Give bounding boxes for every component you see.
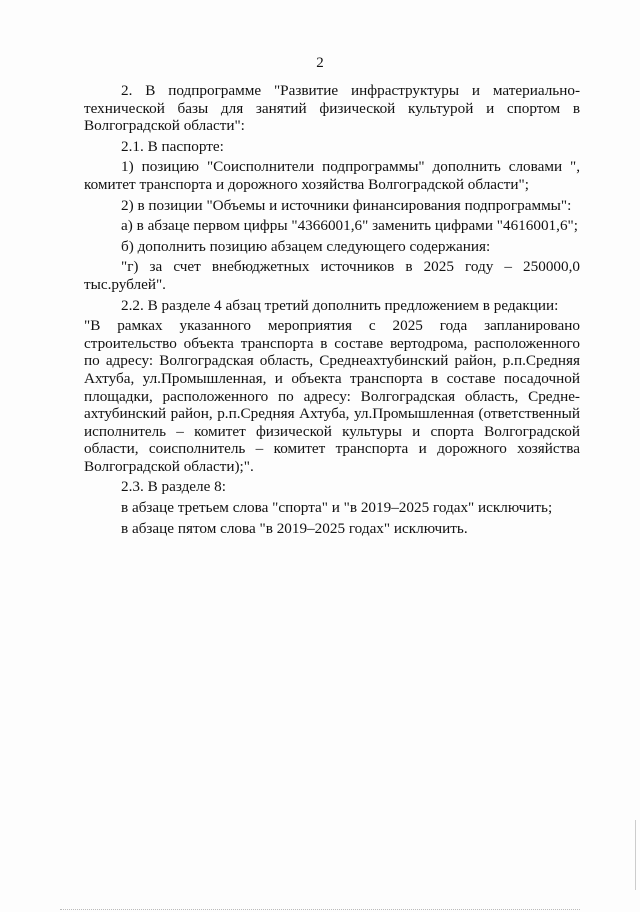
paragraph-passport: 2.1. В паспорте: bbox=[121, 137, 224, 155]
paragraph-financing: 2) в позиции "Объемы и источники финансирования подпрограммы": bbox=[121, 196, 572, 214]
paragraph-quoted-addition: "В рамках указанного мероприятия с 2025 года запланировано строительство объекта транспорта в составе вертодрома, расположенного по адресу: Волгоградская область, Среднеахтубинский район, р.п.Средняя Ахтуба, ул.Промышленная, и объекта транспорта в составе посадочной площадки, расположенного по адресу: Волгоградская область, Средне-ахтубинский район, р.п.Средняя Ахтуба, ул.Промышленная (ответственный исполнитель – комитет физической культуры и спорта Волгоградской области, соисполнитель – комитет транспорта и дорожного хозяйства Волгоградской области);". bbox=[84, 317, 580, 475]
paragraph-fifth-abzac: в абзаце пятом слова "в 2019–2025 годах" исключить. bbox=[121, 519, 468, 537]
paragraph-add-position: б) дополнить позицию абзацем следующего содержания: bbox=[121, 237, 491, 255]
paragraph-section-4: 2.2. В разделе 4 абзац третий дополнить предложением в редакции: bbox=[121, 296, 559, 314]
paragraph-extrabudgetary: "г) за счет внебюджетных источников в 2025 году – 250000,0 тыс.рублей". bbox=[84, 258, 580, 293]
page-number: 2 bbox=[316, 55, 324, 71]
paragraph-coexecutors: 1) позицию "Соисполнители подпрограммы" дополнить словами ", комитет транспорта и дорожного хозяйства Волгоградской области"; bbox=[84, 158, 580, 193]
scan-edge-artifact bbox=[60, 907, 580, 910]
paragraph-subprogram-intro: 2. В подпрограмме "Развитие инфраструктуры и материально-технической базы для занятий физической культурой и спортом в Волгоградской области": bbox=[84, 82, 580, 135]
paragraph-third-abzac: в абзаце третьем слова "спорта" и "в 2019–2025 годах" исключить; bbox=[121, 499, 553, 517]
paragraph-section-8: 2.3. В разделе 8: bbox=[121, 478, 226, 496]
document-body bbox=[84, 82, 580, 540]
scan-side-artifact bbox=[635, 820, 636, 890]
paragraph-replace-figures: а) в абзаце первом цифры "4366001,6" заменить цифрами "4616001,6"; bbox=[121, 217, 578, 235]
